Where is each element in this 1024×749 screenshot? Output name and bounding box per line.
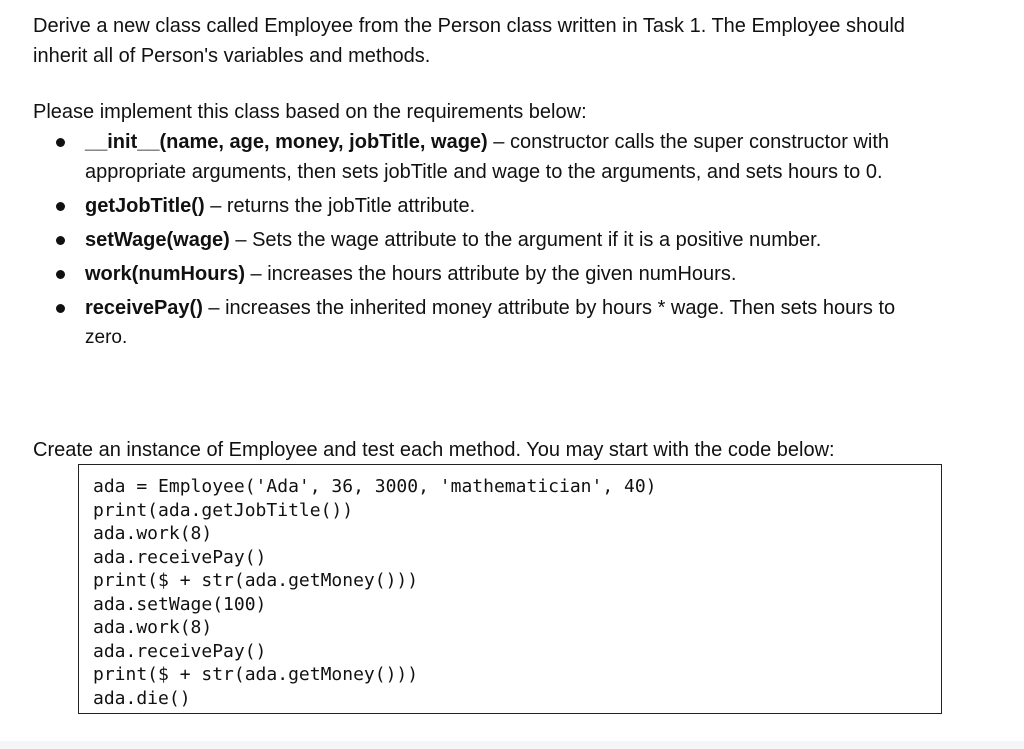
requirement-item-receivepay — [85, 293, 993, 353]
requirement-description-cont: appropriate arguments, then sets jobTitle and wage to the arguments, and sets hours to 0. — [85, 161, 883, 183]
requirement-item-work — [85, 259, 993, 289]
requirement-description: – increases the inherited money attribute by hours * wage. Then sets hours to — [202, 297, 896, 319]
requirement-item-setwage — [85, 225, 993, 255]
intro-paragraph — [33, 11, 993, 71]
code-listing — [93, 475, 927, 710]
requirement-method-name: work(numHours) — [85, 263, 245, 285]
code-line: print(ada.getJobTitle()) — [93, 499, 354, 521]
code-line: ada.receivePay() — [93, 546, 267, 568]
code-line: ada.die() — [93, 687, 191, 709]
document-body — [33, 11, 993, 465]
requirements-heading: Please implement this class based on the requirements below: — [33, 101, 587, 123]
requirement-description-cont: zero. — [85, 327, 128, 348]
requirement-item-init — [85, 127, 993, 187]
requirement-description: – constructor calls the super constructor with — [487, 131, 889, 153]
requirement-method-name: __init__(name, age, money, jobTitle, wage) — [85, 131, 488, 153]
requirement-method-name: setWage(wage) — [85, 229, 230, 251]
code-line: ada.work(8) — [93, 523, 213, 544]
requirements-list — [33, 127, 993, 353]
code-line: ada.setWage(100) — [93, 593, 267, 615]
intro-line-1: Derive a new class called Employee from the Person class written in Task 1. The Employee should — [33, 15, 905, 37]
requirement-description: – returns the jobTitle attribute. — [204, 195, 476, 217]
code-line: print($ + str(ada.getMoney())) — [93, 570, 419, 591]
code-line: ada.work(8) — [93, 617, 213, 638]
code-line: print($ + str(ada.getMoney())) — [93, 664, 419, 685]
requirement-description: – Sets the wage attribute to the argument if it is a positive number. — [229, 229, 822, 251]
page-bottom-edge — [0, 741, 1024, 749]
code-line: ada.receivePay() — [93, 640, 267, 662]
requirement-description: – increases the hours attribute by the given numHours. — [245, 263, 737, 285]
create-instance-instruction: Create an instance of Employee and test each method. You may start with the code below: — [33, 439, 835, 461]
requirement-method-name: getJobTitle() — [85, 195, 205, 217]
requirement-item-getjobtitle — [85, 191, 993, 221]
code-block — [78, 464, 942, 714]
requirement-method-name: receivePay() — [85, 297, 203, 319]
code-line: ada = Employee('Ada', 36, 3000, 'mathematician', 40) — [93, 476, 657, 497]
intro-line-2: inherit all of Person's variables and methods. — [33, 45, 431, 67]
